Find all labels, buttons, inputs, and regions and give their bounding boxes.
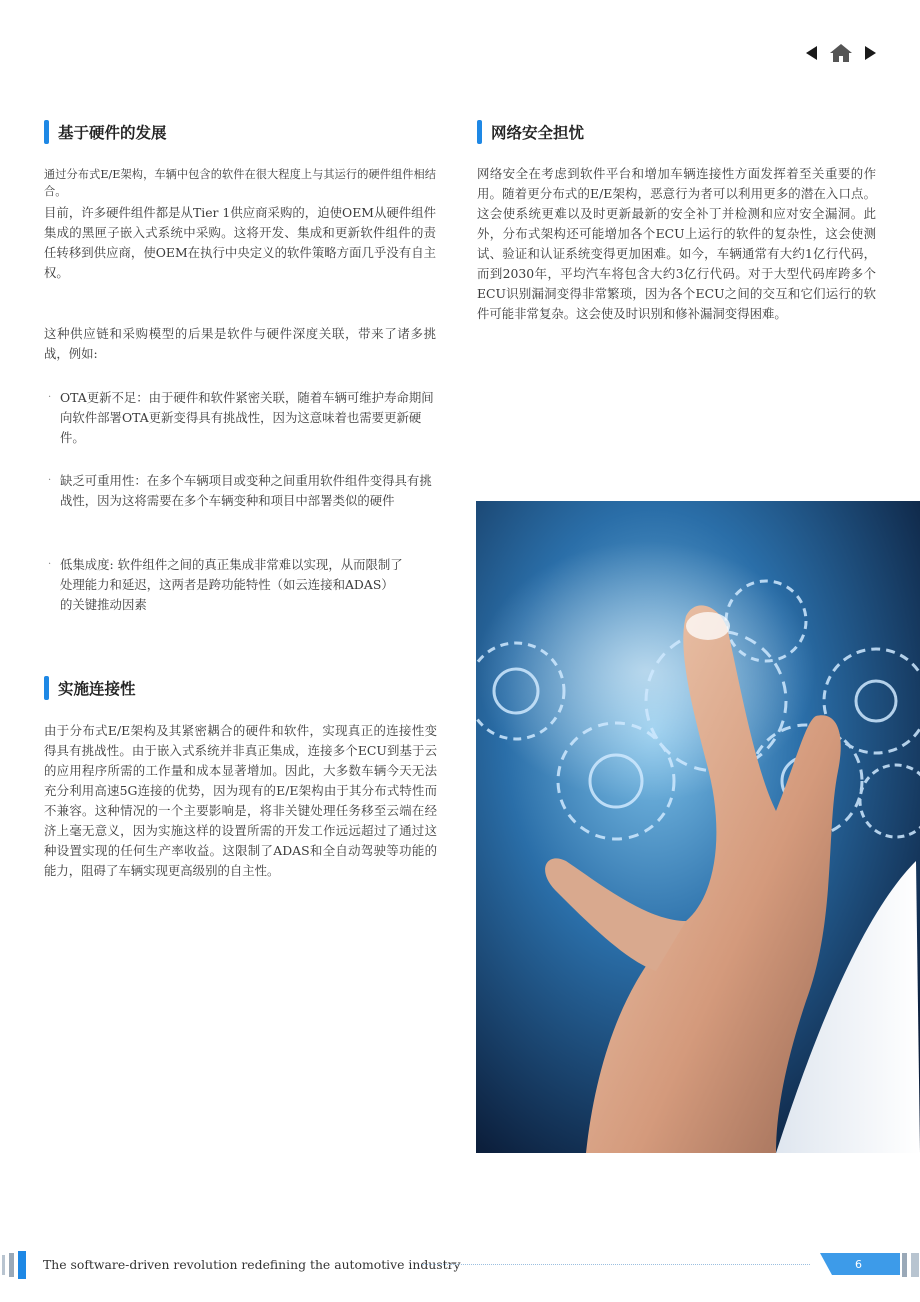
- hardware-intro-text: 通过分布式E/E架构，车辆中包含的软件在很大程度上与其运行的硬件组件相结合。: [44, 168, 436, 198]
- bullet-text: OTA更新不足：由于硬件和软件紧密关联，随着车辆可维护寿命期间向软件部署OTA更新变得具有挑战性，因为这意味着也需要更新硬件。: [60, 390, 434, 445]
- page-navigation: [806, 44, 876, 62]
- page-footer: [0, 1251, 920, 1279]
- section-accent-bar: [477, 120, 482, 144]
- page-number: 6: [855, 1258, 862, 1271]
- hardware-paragraph-2: 这种供应链和采购模型的后果是软件与硬件深度关联，带来了诸多挑战，例如:: [44, 326, 436, 361]
- triangle-left-icon[interactable]: [806, 46, 818, 60]
- footer-bars-icon: [0, 1251, 30, 1279]
- bullet-text: 低集成度: 软件组件之间的真正集成非常难以实现，从而限制了处理能力和延迟，这两者是跨功能特性（如云连接和ADAS）的关键推动因素: [60, 557, 403, 612]
- section-title: 基于硬件的发展: [58, 124, 167, 142]
- section-accent-bar: [44, 676, 49, 700]
- section-accent-bar: [44, 120, 49, 144]
- bullet-text: 缺乏可重用性：在多个车辆项目或变种之间重用软件组件变得具有挑战性，因为这将需要在多个车辆变种和项目中部署类似的硬件: [60, 473, 432, 508]
- hardware-section-heading: [44, 120, 167, 144]
- section-title: 实施连接性: [58, 680, 136, 698]
- triangle-right-icon[interactable]: [864, 46, 876, 60]
- hand-touching-gears-image: [476, 501, 920, 1153]
- bullet-item: [48, 471, 440, 511]
- section-title: 网络安全担忧: [491, 124, 585, 142]
- footer-divider: [422, 1264, 810, 1265]
- bullet-item: [48, 388, 440, 448]
- bullet-dot-icon: ·: [48, 559, 52, 570]
- connectivity-section-heading: [44, 676, 136, 700]
- security-paragraph: 网络安全在考虑到软件平台和增加车辆连接性方面发挥着至关重要的作用。随着更分布式的E/E架构，恶意行为者可以利用更多的潜在入口点。这会使系统更难以及时更新最新的安全补丁并检测和应对安全漏洞。此外，分布式架构还可能增加各个ECU上运行的软件的复杂性，这会使测试、验证和认证系统变得更加困难。如今，车辆通常有大约1亿行代码，而到2030年，平均汽车将包含大约3亿行代码。对于大型代码库跨多个ECU识别漏洞变得非常繁琐，因为各个ECU之间的交互和它们运行的软件可能非常复杂。这会使及时识别和修补漏洞变得困难。: [477, 166, 876, 321]
- footer-end-bars-icon: [900, 1253, 920, 1277]
- hardware-paragraph-1: 目前，许多硬件组件都是从Tier 1供应商采购的，迫使OEM从硬件组件集成的黑匣子嵌入式系统中采购。这将开发、集成和更新软件组件的责任转移到供应商，使OEM在执行中央定义的软件策略方面几乎没有自主权。: [44, 205, 436, 280]
- hand-gears-illustration: [476, 501, 920, 1153]
- footer-title: The software-driven revolution redefining the automotive industry: [43, 1257, 461, 1272]
- connectivity-paragraph: 由于分布式E/E架构及其紧密耦合的硬件和软件，实现真正的连接性变得具有挑战性。由于嵌入式系统并非真正集成，连接多个ECU到基于云的应用程序所需的工作量和成本显著增加。因此，大多数车辆今天无法充分利用高速5G连接的优势，因为现有的E/E架构由于其分布式特性而不兼容。这种情况的一个主要影响是，将非关键处理任务移至云端在经济上毫无意义，因为实施这样的设置所需的开发工作远远超过了通过这种设置实现的任何生产率收益。这限制了ADAS和全自动驾驶等功能的能力，阻碍了车辆实现更高级别的自主性。: [44, 723, 437, 878]
- security-section-heading: [477, 120, 584, 144]
- bullet-item: [48, 555, 440, 615]
- bullet-dot-icon: ·: [48, 475, 52, 486]
- bullet-dot-icon: ·: [48, 392, 52, 403]
- home-icon[interactable]: [830, 44, 852, 62]
